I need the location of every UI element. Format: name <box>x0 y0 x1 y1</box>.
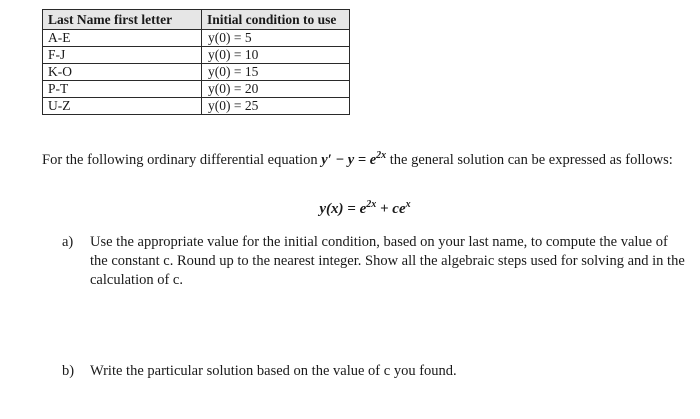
letter-range-cell: K-O <box>43 64 202 81</box>
intro-text-after: the general solution can be expressed as follows: <box>386 152 673 168</box>
equation-exponent-2: x <box>405 199 411 210</box>
question-part-b <box>62 362 688 381</box>
initial-condition-cell: y(0) = 15 <box>202 64 350 81</box>
ode-exponent: 2x <box>376 150 387 161</box>
equation-lhs: y(x) = e <box>319 201 367 217</box>
letter-range-cell: F-J <box>43 47 202 64</box>
table-row <box>43 47 350 64</box>
letter-range-cell: A-E <box>43 30 202 47</box>
table-row <box>43 81 350 98</box>
general-solution-equation <box>0 201 700 218</box>
header-last-name: Last Name first letter <box>43 10 202 30</box>
letter-range-cell: P-T <box>43 81 202 98</box>
letter-range-cell: U-Z <box>43 98 202 115</box>
initial-condition-table-container <box>42 9 350 115</box>
table-row <box>43 64 350 81</box>
ode-lhs: y′ − y = e <box>321 152 377 168</box>
initial-condition-cell: y(0) = 25 <box>202 98 350 115</box>
intro-text-before: For the following ordinary differential equation <box>42 152 322 168</box>
part-a-text: Use the appropriate value for the initial condition, based on your last name, to compute the value of the constant c. Round up to the nearest integer. Show all the algebraic steps used for solving and in the calculation of c. <box>90 234 685 288</box>
initial-condition-table <box>42 9 350 115</box>
table-row <box>43 98 350 115</box>
table-row <box>43 30 350 47</box>
intro-paragraph <box>42 151 687 170</box>
initial-condition-cell: y(0) = 10 <box>202 47 350 64</box>
initial-condition-cell: y(0) = 5 <box>202 30 350 47</box>
table-header-row <box>43 10 350 30</box>
part-a-label: a) <box>62 234 74 250</box>
part-b-text: Write the particular solution based on the value of c you found. <box>90 363 457 379</box>
general-solution-expression <box>319 201 410 217</box>
initial-condition-cell: y(0) = 20 <box>202 81 350 98</box>
part-b-label: b) <box>62 363 75 379</box>
equation-exponent-1: 2x <box>366 199 377 210</box>
ode-expression <box>321 152 386 168</box>
header-initial-condition: Initial condition to use <box>202 10 350 30</box>
question-part-a <box>62 233 688 290</box>
equation-mid: + ce <box>376 201 406 217</box>
